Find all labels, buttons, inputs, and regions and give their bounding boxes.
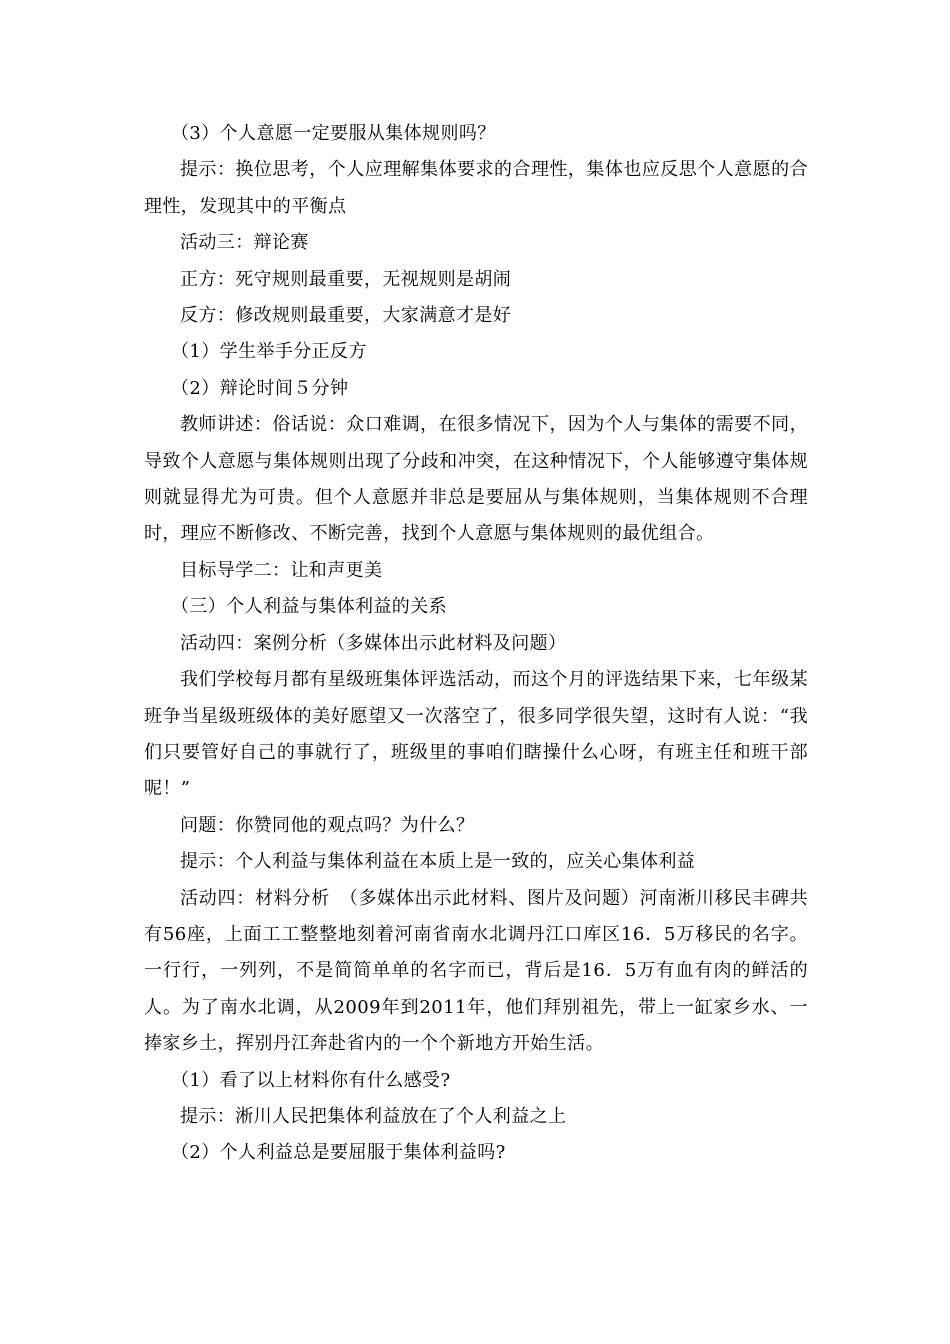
negative-side: 反方：修改规则最重要，大家满意才是好 [180, 305, 512, 327]
teacher-narration: 教师讲述：俗话说：众口难调，在很多情况下，因为个人与集体的需要不同，导致个人意愿与集体规则出现了分歧和冲突，在这种情况下，个人能够遵守集体规则就显得尤为可贵。但个人意愿并非总是要屈从与集体规则，当集体规则不合理时，理应不断修改、不断完善，找到个人意愿与集体规则的最优组合。 [144, 414, 808, 545]
activity-4-case-heading: 活动四：案例分析（多媒体出示此材料及问题） [180, 632, 567, 654]
case-hint: 提示：个人利益与集体利益在本质上是一致的，应关心集体利益 [180, 851, 696, 873]
activity-3-heading: 活动三：辩论赛 [180, 232, 309, 254]
material-question-1: （1）看了以上材料你有什么感受? [171, 1069, 451, 1091]
debate-step-1: （1）学生举手分正反方 [171, 341, 367, 363]
case-question: 问题：你赞同他的观点吗？为什么？ [180, 814, 475, 836]
material-analysis-paragraph: 活动四：材料分析 （多媒体出示此材料、图片及问题）河南淅川移民丰碑共有56座，上面工工整整地刻着河南省南水北调丹江口库区16．5万移民的名字。一行行，一列列，不是简简单单的名字而已，背后是16．5万有血有肉的鲜活的人。为了南水北调，从2009年到2011年，他们拜别祖先，带上一缸家乡水、一捧家乡土，挥别丹江奔赴省内的一个个新地方开始生活。 [144, 887, 808, 1055]
question-3: （3）个人意愿一定要服从集体规则吗？ [171, 123, 496, 144]
affirmative-side: 正方：死守规则最重要，无视规则是胡闹 [180, 268, 512, 290]
material-question-2: （2）个人利益总是要屈服于集体利益吗? [171, 1142, 506, 1164]
debate-step-2: （2）辩论时间５分钟 [171, 377, 349, 399]
material-hint: 提示：淅川人民把集体利益放在了个人利益之上 [180, 1105, 567, 1127]
case-paragraph: 我们学校每月都有星级班集体评选活动，而这个月的评选结果下来，七年级某班争当星级班级体的美好愿望又一次落空了，很多同学很失望，这时有人说：“我们只要管好自己的事就行了，班级里的事咱们瞎操什么心呀，有班主任和班干部呢！” [144, 669, 808, 800]
goal-2-heading: 目标导学二：让和声更美 [180, 559, 383, 581]
section-3-heading: （三）个人利益与集体利益的关系 [171, 596, 447, 618]
hint-paragraph: 提示：换位思考，个人应理解集体要求的合理性，集体也应反思个人意愿的合理性，发现其中的平衡点 [144, 159, 808, 217]
document-body [144, 116, 808, 1172]
